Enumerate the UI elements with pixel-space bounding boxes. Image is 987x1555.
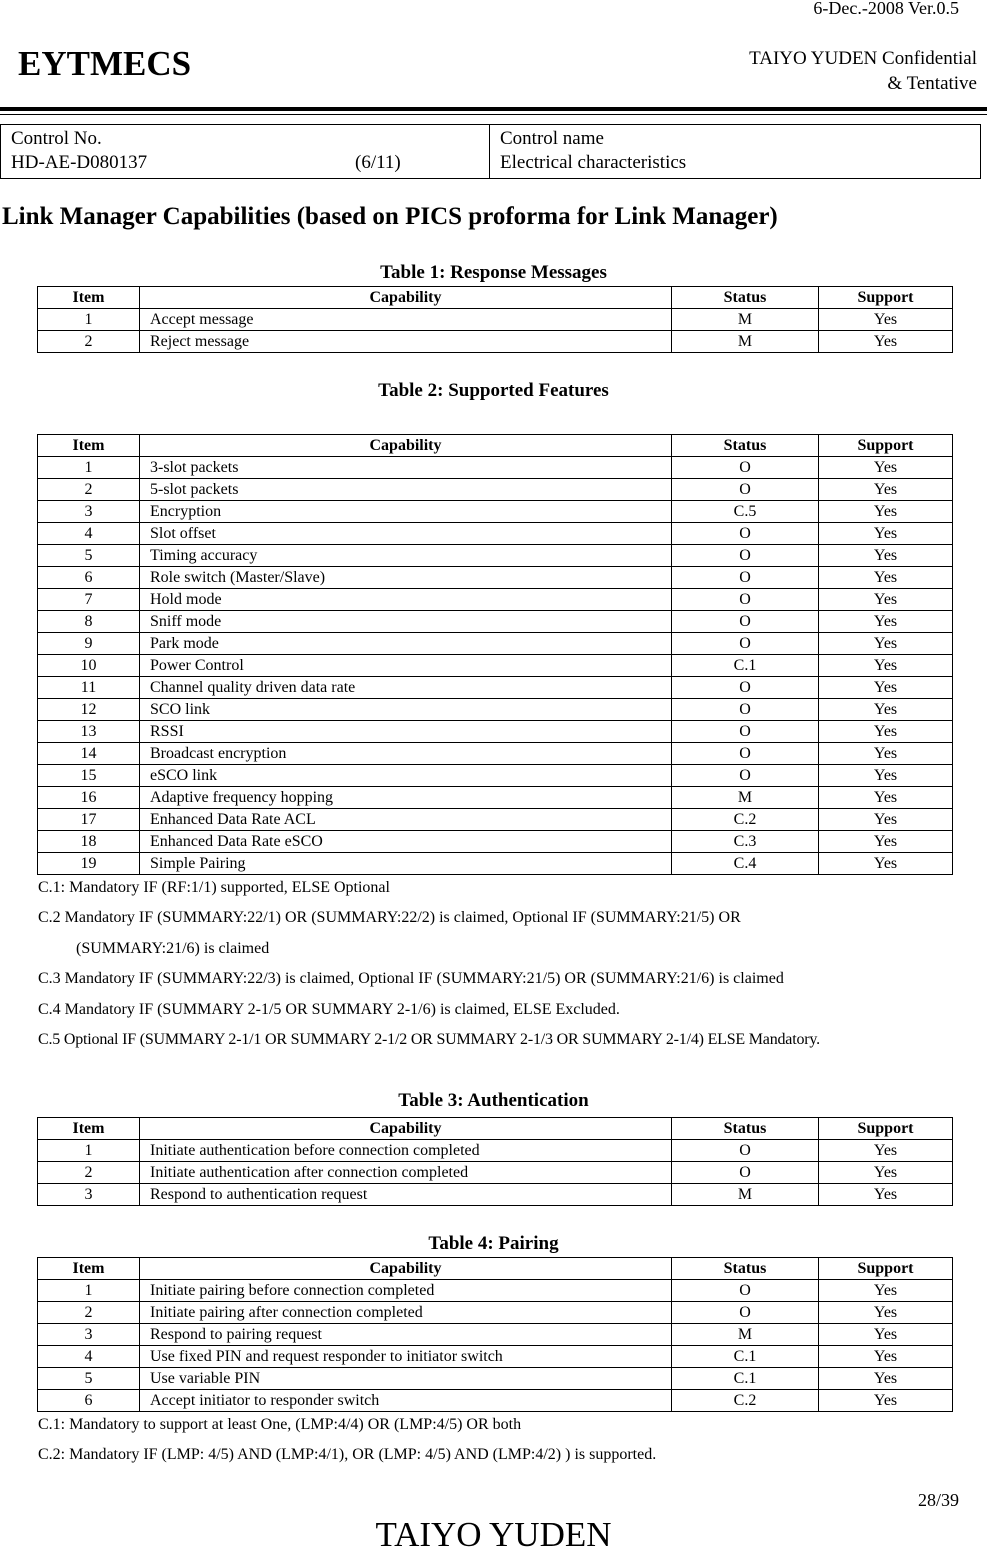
item-cell: 13 <box>38 721 140 743</box>
item-cell: 6 <box>38 567 140 589</box>
status-cell: O <box>672 743 819 765</box>
capability-cell: Simple Pairing <box>140 853 672 875</box>
item-cell: 1 <box>38 1280 140 1302</box>
table-row <box>38 1368 953 1390</box>
capability-cell: Initiate pairing after connection completed <box>140 1302 672 1324</box>
col-status-header: Status <box>672 287 819 309</box>
page-number: 28/39 <box>917 1490 959 1510</box>
support-cell: Yes <box>819 765 953 787</box>
support-cell: Yes <box>819 633 953 655</box>
status-cell: C.4 <box>672 853 819 875</box>
support-cell: Yes <box>819 479 953 501</box>
col-support-header: Support <box>819 1118 953 1140</box>
capability-cell: Accept message <box>140 309 672 331</box>
support-cell: Yes <box>819 501 953 523</box>
item-cell: 10 <box>38 655 140 677</box>
status-cell: C.1 <box>672 1346 819 1368</box>
item-cell: 19 <box>38 853 140 875</box>
table-row <box>38 721 953 743</box>
table-row <box>38 765 953 787</box>
item-cell: 2 <box>38 1302 140 1324</box>
table2 <box>37 434 953 875</box>
table-row <box>38 853 953 875</box>
col-status-header: Status <box>672 1258 819 1280</box>
status-cell: O <box>672 611 819 633</box>
control-page-ref: (6/11) <box>355 152 401 173</box>
capability-cell: Park mode <box>140 633 672 655</box>
table-row <box>38 457 953 479</box>
table-row <box>38 1162 953 1184</box>
item-cell: 3 <box>38 501 140 523</box>
item-cell: 11 <box>38 677 140 699</box>
table2-note-continuation: (SUMMARY:21/6) is claimed <box>76 940 270 957</box>
support-cell: Yes <box>819 523 953 545</box>
capability-cell: Reject message <box>140 331 672 353</box>
support-cell: Yes <box>819 677 953 699</box>
capability-cell: Initiate pairing before connection completed <box>140 1280 672 1302</box>
table4-note: C.1: Mandatory to support at least One, (LMP:4/4) OR (LMP:4/5) OR both <box>38 1416 522 1433</box>
status-cell: C.3 <box>672 831 819 853</box>
table-row <box>38 1390 953 1412</box>
capability-cell: Use variable PIN <box>140 1368 672 1390</box>
table2-note: C.4 Mandatory IF (SUMMARY 2-1/5 OR SUMMARY 2-1/6) is claimed, ELSE Excluded. <box>38 1001 620 1018</box>
table3-title: Table 3: Authentication <box>398 1090 589 1111</box>
support-cell: Yes <box>819 1280 953 1302</box>
status-cell: O <box>672 1162 819 1184</box>
item-cell: 7 <box>38 589 140 611</box>
table-header-row <box>38 1118 953 1140</box>
support-cell: Yes <box>819 655 953 677</box>
capability-cell: eSCO link <box>140 765 672 787</box>
support-cell: Yes <box>819 787 953 809</box>
status-cell: O <box>672 765 819 787</box>
capability-cell: Broadcast encryption <box>140 743 672 765</box>
table-row <box>38 655 953 677</box>
table-header-row <box>38 1258 953 1280</box>
control-name-label: Control name <box>500 128 604 149</box>
item-cell: 6 <box>38 1390 140 1412</box>
status-cell: C.2 <box>672 809 819 831</box>
status-cell: C.5 <box>672 501 819 523</box>
control-divider <box>489 125 490 178</box>
status-cell: M <box>672 309 819 331</box>
control-box <box>0 124 981 179</box>
support-cell: Yes <box>819 457 953 479</box>
status-cell: O <box>672 699 819 721</box>
status-cell: O <box>672 567 819 589</box>
item-cell: 1 <box>38 309 140 331</box>
col-capability-header: Capability <box>140 287 672 309</box>
col-status-header: Status <box>672 435 819 457</box>
item-cell: 16 <box>38 787 140 809</box>
status-cell: M <box>672 787 819 809</box>
item-cell: 5 <box>38 545 140 567</box>
table-row <box>38 567 953 589</box>
capability-cell: SCO link <box>140 699 672 721</box>
confidential-notice <box>749 46 977 96</box>
capability-cell: Initiate authentication before connection completed <box>140 1140 672 1162</box>
item-cell: 2 <box>38 331 140 353</box>
table4 <box>37 1257 953 1412</box>
table-header-row <box>38 287 953 309</box>
item-cell: 15 <box>38 765 140 787</box>
status-cell: O <box>672 677 819 699</box>
status-cell: M <box>672 1184 819 1206</box>
col-capability-header: Capability <box>140 1118 672 1140</box>
support-cell: Yes <box>819 611 953 633</box>
support-cell: Yes <box>819 699 953 721</box>
table-row <box>38 589 953 611</box>
capability-cell: Power Control <box>140 655 672 677</box>
control-no-label: Control No. <box>11 128 102 149</box>
status-cell: O <box>672 1140 819 1162</box>
status-cell: C.1 <box>672 655 819 677</box>
status-cell: O <box>672 457 819 479</box>
support-cell: Yes <box>819 309 953 331</box>
status-cell: O <box>672 523 819 545</box>
item-cell: 17 <box>38 809 140 831</box>
col-capability-header: Capability <box>140 435 672 457</box>
capability-cell: Sniff mode <box>140 611 672 633</box>
support-cell: Yes <box>819 1140 953 1162</box>
capability-cell: Initiate authentication after connection completed <box>140 1162 672 1184</box>
company-logo-text: EYTMECS <box>18 44 192 83</box>
table1 <box>37 286 953 353</box>
table2-note: C.2 Mandatory IF (SUMMARY:22/1) OR (SUMMARY:22/2) is claimed, Optional IF (SUMMARY:21/5) OR <box>38 909 741 926</box>
section-title: Link Manager Capabilities (based on PICS proforma for Link Manager) <box>2 203 778 230</box>
table-row <box>38 699 953 721</box>
table-row <box>38 545 953 567</box>
footer-company: TAIYO YUDEN <box>375 1515 612 1554</box>
table-row <box>38 633 953 655</box>
table3 <box>37 1117 953 1206</box>
table-row <box>38 1346 953 1368</box>
status-cell: O <box>672 545 819 567</box>
support-cell: Yes <box>819 831 953 853</box>
support-cell: Yes <box>819 545 953 567</box>
table-row <box>38 787 953 809</box>
confidential-line-1: TAIYO YUDEN Confidential <box>749 48 977 69</box>
table-row <box>38 501 953 523</box>
support-cell: Yes <box>819 1184 953 1206</box>
capability-cell: Respond to pairing request <box>140 1324 672 1346</box>
capability-cell: Hold mode <box>140 589 672 611</box>
capability-cell: Adaptive frequency hopping <box>140 787 672 809</box>
status-cell: O <box>672 479 819 501</box>
control-no-value: HD-AE-D080137 <box>11 152 148 173</box>
header-rule-thick <box>0 107 987 111</box>
table-row <box>38 1280 953 1302</box>
capability-cell: Accept initiator to responder switch <box>140 1390 672 1412</box>
capability-cell: RSSI <box>140 721 672 743</box>
table4-title: Table 4: Pairing <box>428 1233 559 1254</box>
capability-cell: Use fixed PIN and request responder to initiator switch <box>140 1346 672 1368</box>
support-cell: Yes <box>819 1302 953 1324</box>
capability-cell: Respond to authentication request <box>140 1184 672 1206</box>
table-row <box>38 831 953 853</box>
support-cell: Yes <box>819 1346 953 1368</box>
item-cell: 4 <box>38 523 140 545</box>
item-cell: 18 <box>38 831 140 853</box>
table2-title: Table 2: Supported Features <box>378 380 609 401</box>
item-cell: 8 <box>38 611 140 633</box>
col-capability-header: Capability <box>140 1258 672 1280</box>
col-support-header: Support <box>819 287 953 309</box>
status-cell: O <box>672 1280 819 1302</box>
status-cell: C.2 <box>672 1390 819 1412</box>
table-row <box>38 1140 953 1162</box>
capability-cell: Channel quality driven data rate <box>140 677 672 699</box>
item-cell: 9 <box>38 633 140 655</box>
table-row <box>38 743 953 765</box>
table-row <box>38 331 953 353</box>
table-row <box>38 677 953 699</box>
item-cell: 4 <box>38 1346 140 1368</box>
support-cell: Yes <box>819 853 953 875</box>
support-cell: Yes <box>819 589 953 611</box>
table-row <box>38 611 953 633</box>
status-cell: O <box>672 1302 819 1324</box>
date-version: 6-Dec.-2008 Ver.0.5 <box>813 0 959 18</box>
table2-note: C.5 Optional IF (SUMMARY 2-1/1 OR SUMMARY 2-1/2 OR SUMMARY 2-1/3 OR SUMMARY 2-1/4) ELSE Mandatory. <box>38 1031 820 1048</box>
table1-title: Table 1: Response Messages <box>380 262 607 283</box>
table2-note: C.1: Mandatory IF (RF:1/1) supported, ELSE Optional <box>38 879 390 896</box>
table2-note: C.3 Mandatory IF (SUMMARY:22/3) is claimed, Optional IF (SUMMARY:21/5) OR (SUMMARY:21/6) is claimed <box>38 970 784 987</box>
table-row <box>38 1302 953 1324</box>
table-header-row <box>38 435 953 457</box>
col-status-header: Status <box>672 1118 819 1140</box>
col-support-header: Support <box>819 435 953 457</box>
support-cell: Yes <box>819 1162 953 1184</box>
capability-cell: Role switch (Master/Slave) <box>140 567 672 589</box>
capability-cell: 5-slot packets <box>140 479 672 501</box>
support-cell: Yes <box>819 721 953 743</box>
header-rule-thin <box>0 114 987 115</box>
col-support-header: Support <box>819 1258 953 1280</box>
support-cell: Yes <box>819 1324 953 1346</box>
status-cell: C.1 <box>672 1368 819 1390</box>
table4-note: C.2: Mandatory IF (LMP: 4/5) AND (LMP:4/1), OR (LMP: 4/5) AND (LMP:4/2) ) is supported. <box>38 1446 657 1463</box>
control-name-value: Electrical characteristics <box>500 152 687 173</box>
table-row <box>38 309 953 331</box>
item-cell: 5 <box>38 1368 140 1390</box>
capability-cell: Timing accuracy <box>140 545 672 567</box>
support-cell: Yes <box>819 567 953 589</box>
support-cell: Yes <box>819 1390 953 1412</box>
capability-cell: 3-slot packets <box>140 457 672 479</box>
item-cell: 2 <box>38 479 140 501</box>
status-cell: O <box>672 721 819 743</box>
col-item-header: Item <box>38 1118 140 1140</box>
item-cell: 3 <box>38 1184 140 1206</box>
col-item-header: Item <box>38 287 140 309</box>
capability-cell: Enhanced Data Rate ACL <box>140 809 672 831</box>
table-row <box>38 809 953 831</box>
support-cell: Yes <box>819 331 953 353</box>
col-item-header: Item <box>38 435 140 457</box>
confidential-line-2: & Tentative <box>887 73 977 94</box>
item-cell: 3 <box>38 1324 140 1346</box>
item-cell: 14 <box>38 743 140 765</box>
item-cell: 1 <box>38 1140 140 1162</box>
capability-cell: Slot offset <box>140 523 672 545</box>
status-cell: M <box>672 331 819 353</box>
item-cell: 12 <box>38 699 140 721</box>
capability-cell: Enhanced Data Rate eSCO <box>140 831 672 853</box>
item-cell: 2 <box>38 1162 140 1184</box>
item-cell: 1 <box>38 457 140 479</box>
col-item-header: Item <box>38 1258 140 1280</box>
status-cell: O <box>672 633 819 655</box>
capability-cell: Encryption <box>140 501 672 523</box>
support-cell: Yes <box>819 1368 953 1390</box>
status-cell: M <box>672 1324 819 1346</box>
table-row <box>38 523 953 545</box>
table-row <box>38 479 953 501</box>
table-row <box>38 1184 953 1206</box>
table-row <box>38 1324 953 1346</box>
status-cell: O <box>672 589 819 611</box>
support-cell: Yes <box>819 809 953 831</box>
support-cell: Yes <box>819 743 953 765</box>
